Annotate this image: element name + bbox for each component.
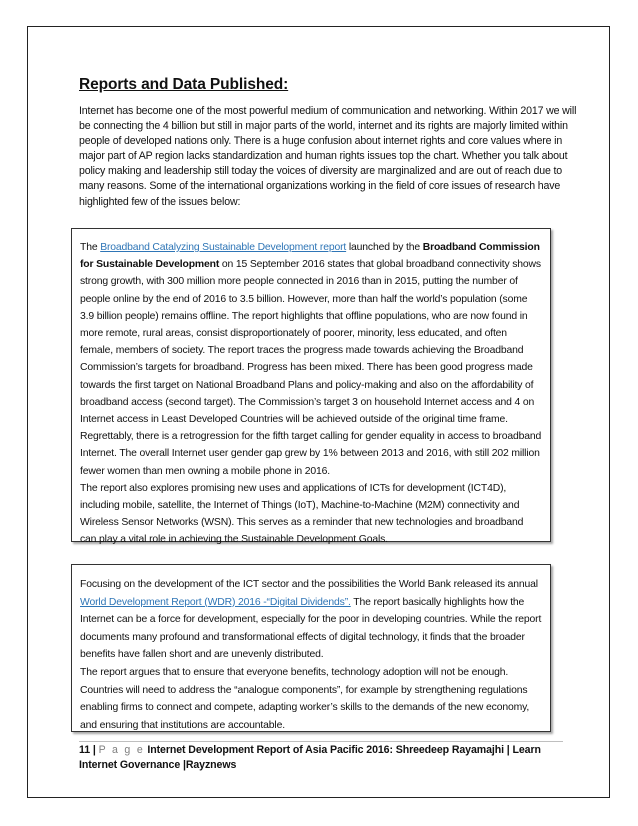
wdr-paragraph: Focusing on the development of the ICT sector and the possibilities the World Bank released its annual World Development Report (WDR) 2016 -“Digital Dividends”. The report basically highlights how the Internet can be a force for development, especially for the poor in developing countries. While the report documents many profound and transformational effects of digital technology, it finds that the broader benefits have fallen short and are unevenly distributed. xyxy=(80,579,542,661)
section-heading: Reports and Data Published: xyxy=(79,76,289,93)
world-development-report-box xyxy=(71,564,551,732)
wdr-paragraph-2: The report argues that to ensure that everyone benefits, technology adoption will not be enough. Countries will need to address the “analogue components”, for example by strengthening regulations enabling firms to connect and compete, adapting worker’s skills to the demands of the new economy, and ensuring that institutions are accountable. xyxy=(80,666,530,731)
broadband-report-box xyxy=(71,228,551,546)
footer-title: Internet Development Report of Asia Pacific 2016: Shreedeep Rayamajhi | Learn Internet Governance |Rayznews xyxy=(79,744,541,771)
broadband-report-link[interactable]: Broadband Catalyzing Sustainable Development report xyxy=(100,242,347,253)
broadband-report-paragraph-2: The report also explores promising new uses and applications of ICTs for development (ICT4D), including mobile, satellite, the Internet of Things (IoT), Machine-to-Machine (M2M) connectivity and Wireless Sensor Networks (WSN). This serves as a reminder that new technologies and broadband can play a vital role in achieving the Sustainable Development Goals. xyxy=(80,482,524,546)
page-footer: 11 | P a g e Internet Development Report of Asia Pacific 2016: Shreedeep Rayamajhi | Learn Internet Governance |Rayznews xyxy=(79,744,541,771)
page-number: 11 xyxy=(79,744,90,756)
intro-paragraph: Internet has become one of the most powerful medium of communication and networking. Within 2017 we will be connecting the 4 billion but still in major parts of the world, internet and its rights are majorly limited within people of developed nations only. There is a huge confusion about internet rights and core values where in major part of AP region lacks standardization and human rights issues top the chart. Whether you talk about policy making and leadership still today the voices of diversity are marginalized and are out of reach due to many reasons. Some of the international organizations working in the field of core issues of research have highlighted few of the issues below: xyxy=(79,105,577,208)
page-label: P a g e xyxy=(98,744,145,756)
broadband-report-paragraph: The Broadband Catalyzing Sustainable Development report launched by the Broadband Commission for Sustainable Development on 15 September 2016 states that global broadband connectivity shows strong growth, with 300 million more people connected in 2016 than in 2015, putting the number of people online by the end of 2016 to 3.5 billion. However, more than half the world’s population (some 3.9 billion people) remains offline. The report highlights that offline populations, who are now found in more remote, rural areas, consist disproportionately of poorer, minority, less educated, and often female, members of society. The report traces the progress made towards achieving the Broadband Commission’s targets for broadband. Progress has been mixed. There has been good progress made towards the first target on National Broadband Plans and policy-making and also on the affordability of broadband access (second target). The Commission’s target 3 on household Internet access and 4 on Internet access in Least Developed Countries will be achieved outside of the original time frame. Regrettably, there is a retrogression for the fifth target calling for gender equality in access to broadband Internet. The overall Internet user gender gap grew by 1% between 2013 and 2016, with still 202 million fewer women than men owning a mobile phone in 2016. xyxy=(80,242,542,477)
wdr-link[interactable]: World Development Report (WDR) 2016 -“Digital Dividends”. xyxy=(80,596,351,608)
footer-divider xyxy=(79,741,563,742)
commission-name: Broadband Commission for Sustainable Development xyxy=(80,242,540,271)
